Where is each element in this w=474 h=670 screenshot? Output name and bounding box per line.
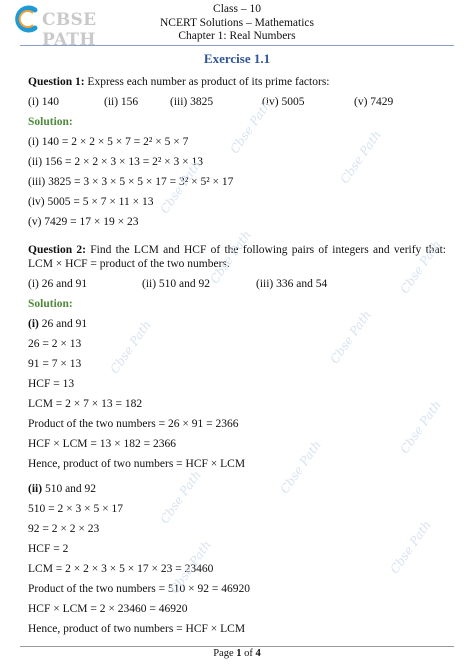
question-1-options — [28, 92, 446, 112]
solution-line: (iii) 3825 = 3 × 3 × 5 × 5 × 17 = 3² × 5² × 17 — [28, 176, 234, 188]
page-header — [0, 0, 474, 50]
option: (iii) 336 and 54 — [256, 278, 328, 290]
page-sep: of — [241, 648, 256, 659]
watermark: Cbse Path — [387, 517, 434, 577]
solution-line: 510 = 2 × 3 × 5 × 17 — [28, 503, 123, 515]
question-2-options — [28, 274, 446, 294]
solution-label: Solution: — [28, 298, 73, 310]
option: (iv) 5005 — [262, 96, 305, 108]
option: (ii) 510 and 92 — [142, 278, 211, 290]
subject-line: NCERT Solutions – Mathematics — [159, 16, 315, 29]
solution-line: (iv) 5005 = 5 × 7 × 11 × 13 — [28, 196, 154, 208]
part-title: 26 and 91 — [38, 318, 88, 330]
option: (i) 140 — [28, 96, 59, 108]
solution-line: HCF × LCM = 2 × 23460 = 46920 — [28, 603, 188, 615]
solution-line: HCF = 13 — [28, 378, 75, 390]
solution-line: Hence, product of two numbers = HCF × LCM — [28, 458, 246, 470]
footer-divider — [20, 646, 454, 647]
watermark: Cbse Path — [327, 307, 374, 367]
page-total: 4 — [255, 648, 261, 659]
part-title: 510 and 92 — [42, 483, 97, 495]
solution-line: HCF = 2 — [28, 543, 69, 555]
part-number: (i) — [28, 318, 39, 330]
watermark: Cbse Path — [107, 317, 154, 377]
part-number: (ii) — [28, 483, 43, 495]
watermark: Cbse Path — [277, 437, 324, 497]
watermark: Cbse Path — [397, 397, 444, 457]
option: (iii) 3825 — [170, 96, 214, 108]
part-heading — [28, 314, 446, 334]
option: (ii) 156 — [104, 96, 139, 108]
watermark: Cbse Path — [157, 467, 204, 527]
question-1-text: Express each number as product of its prime factors: — [87, 76, 330, 88]
part-heading — [28, 479, 446, 499]
solution-label: Solution: — [28, 116, 73, 128]
question-2 — [28, 240, 446, 274]
option: (i) 26 and 91 — [28, 278, 88, 290]
solution-line: Hence, product of two numbers = HCF × LCM — [28, 623, 246, 635]
solution-line: Product of the two numbers = 510 × 92 = 46920 — [28, 583, 250, 595]
solution-line: (v) 7429 = 17 × 19 × 23 — [28, 216, 139, 228]
option: (v) 7429 — [354, 96, 394, 108]
page-prefix: Page — [213, 648, 237, 659]
question-2-text: Find the LCM and HCF of the following pairs of integers and verify that: LCM × HCF = product of the two numbers. — [28, 244, 447, 270]
question-2-label: Question 2: — [28, 244, 86, 256]
question-1-label: Question 1: — [28, 76, 85, 88]
solution-line: LCM = 2 × 2 × 3 × 5 × 17 × 23 = 23460 — [28, 563, 214, 575]
page-current: 1 — [236, 648, 242, 659]
watermark: Cbse Path — [397, 237, 444, 297]
solution-line: (i) 140 = 2 × 2 × 5 × 7 = 2² × 5 × 7 — [28, 136, 189, 148]
watermark: Cbse Path — [157, 157, 204, 217]
watermark: Cbse Path — [227, 97, 274, 157]
watermark: Cbse Path — [337, 127, 384, 187]
header-divider — [20, 45, 454, 46]
solution-line: (ii) 156 = 2 × 2 × 3 × 13 = 2² × 3 × 13 — [28, 156, 204, 168]
solution-line: 91 = 7 × 13 — [28, 358, 82, 370]
solution-line: 26 = 2 × 13 — [28, 338, 82, 350]
exercise-title: Exercise 1.1 — [203, 51, 271, 66]
question-1 — [28, 72, 446, 92]
watermark: Cbse Path — [167, 537, 214, 597]
header-titles — [0, 3, 474, 44]
class-line: Class – 10 — [213, 3, 261, 15]
solution-line: 92 = 2 × 2 × 23 — [28, 523, 100, 535]
solution-line: HCF × LCM = 13 × 182 = 2366 — [28, 438, 176, 450]
solution-line: Product of the two numbers = 26 × 91 = 2366 — [28, 418, 239, 430]
page-footer — [0, 648, 474, 659]
watermark: Cbse Path — [207, 227, 254, 287]
chapter-line: Chapter 1: Real Numbers — [178, 30, 296, 42]
page-content — [28, 72, 446, 639]
solution-line: LCM = 2 × 7 × 13 = 182 — [28, 398, 143, 410]
brand-name: CBSE PATH — [42, 10, 97, 50]
